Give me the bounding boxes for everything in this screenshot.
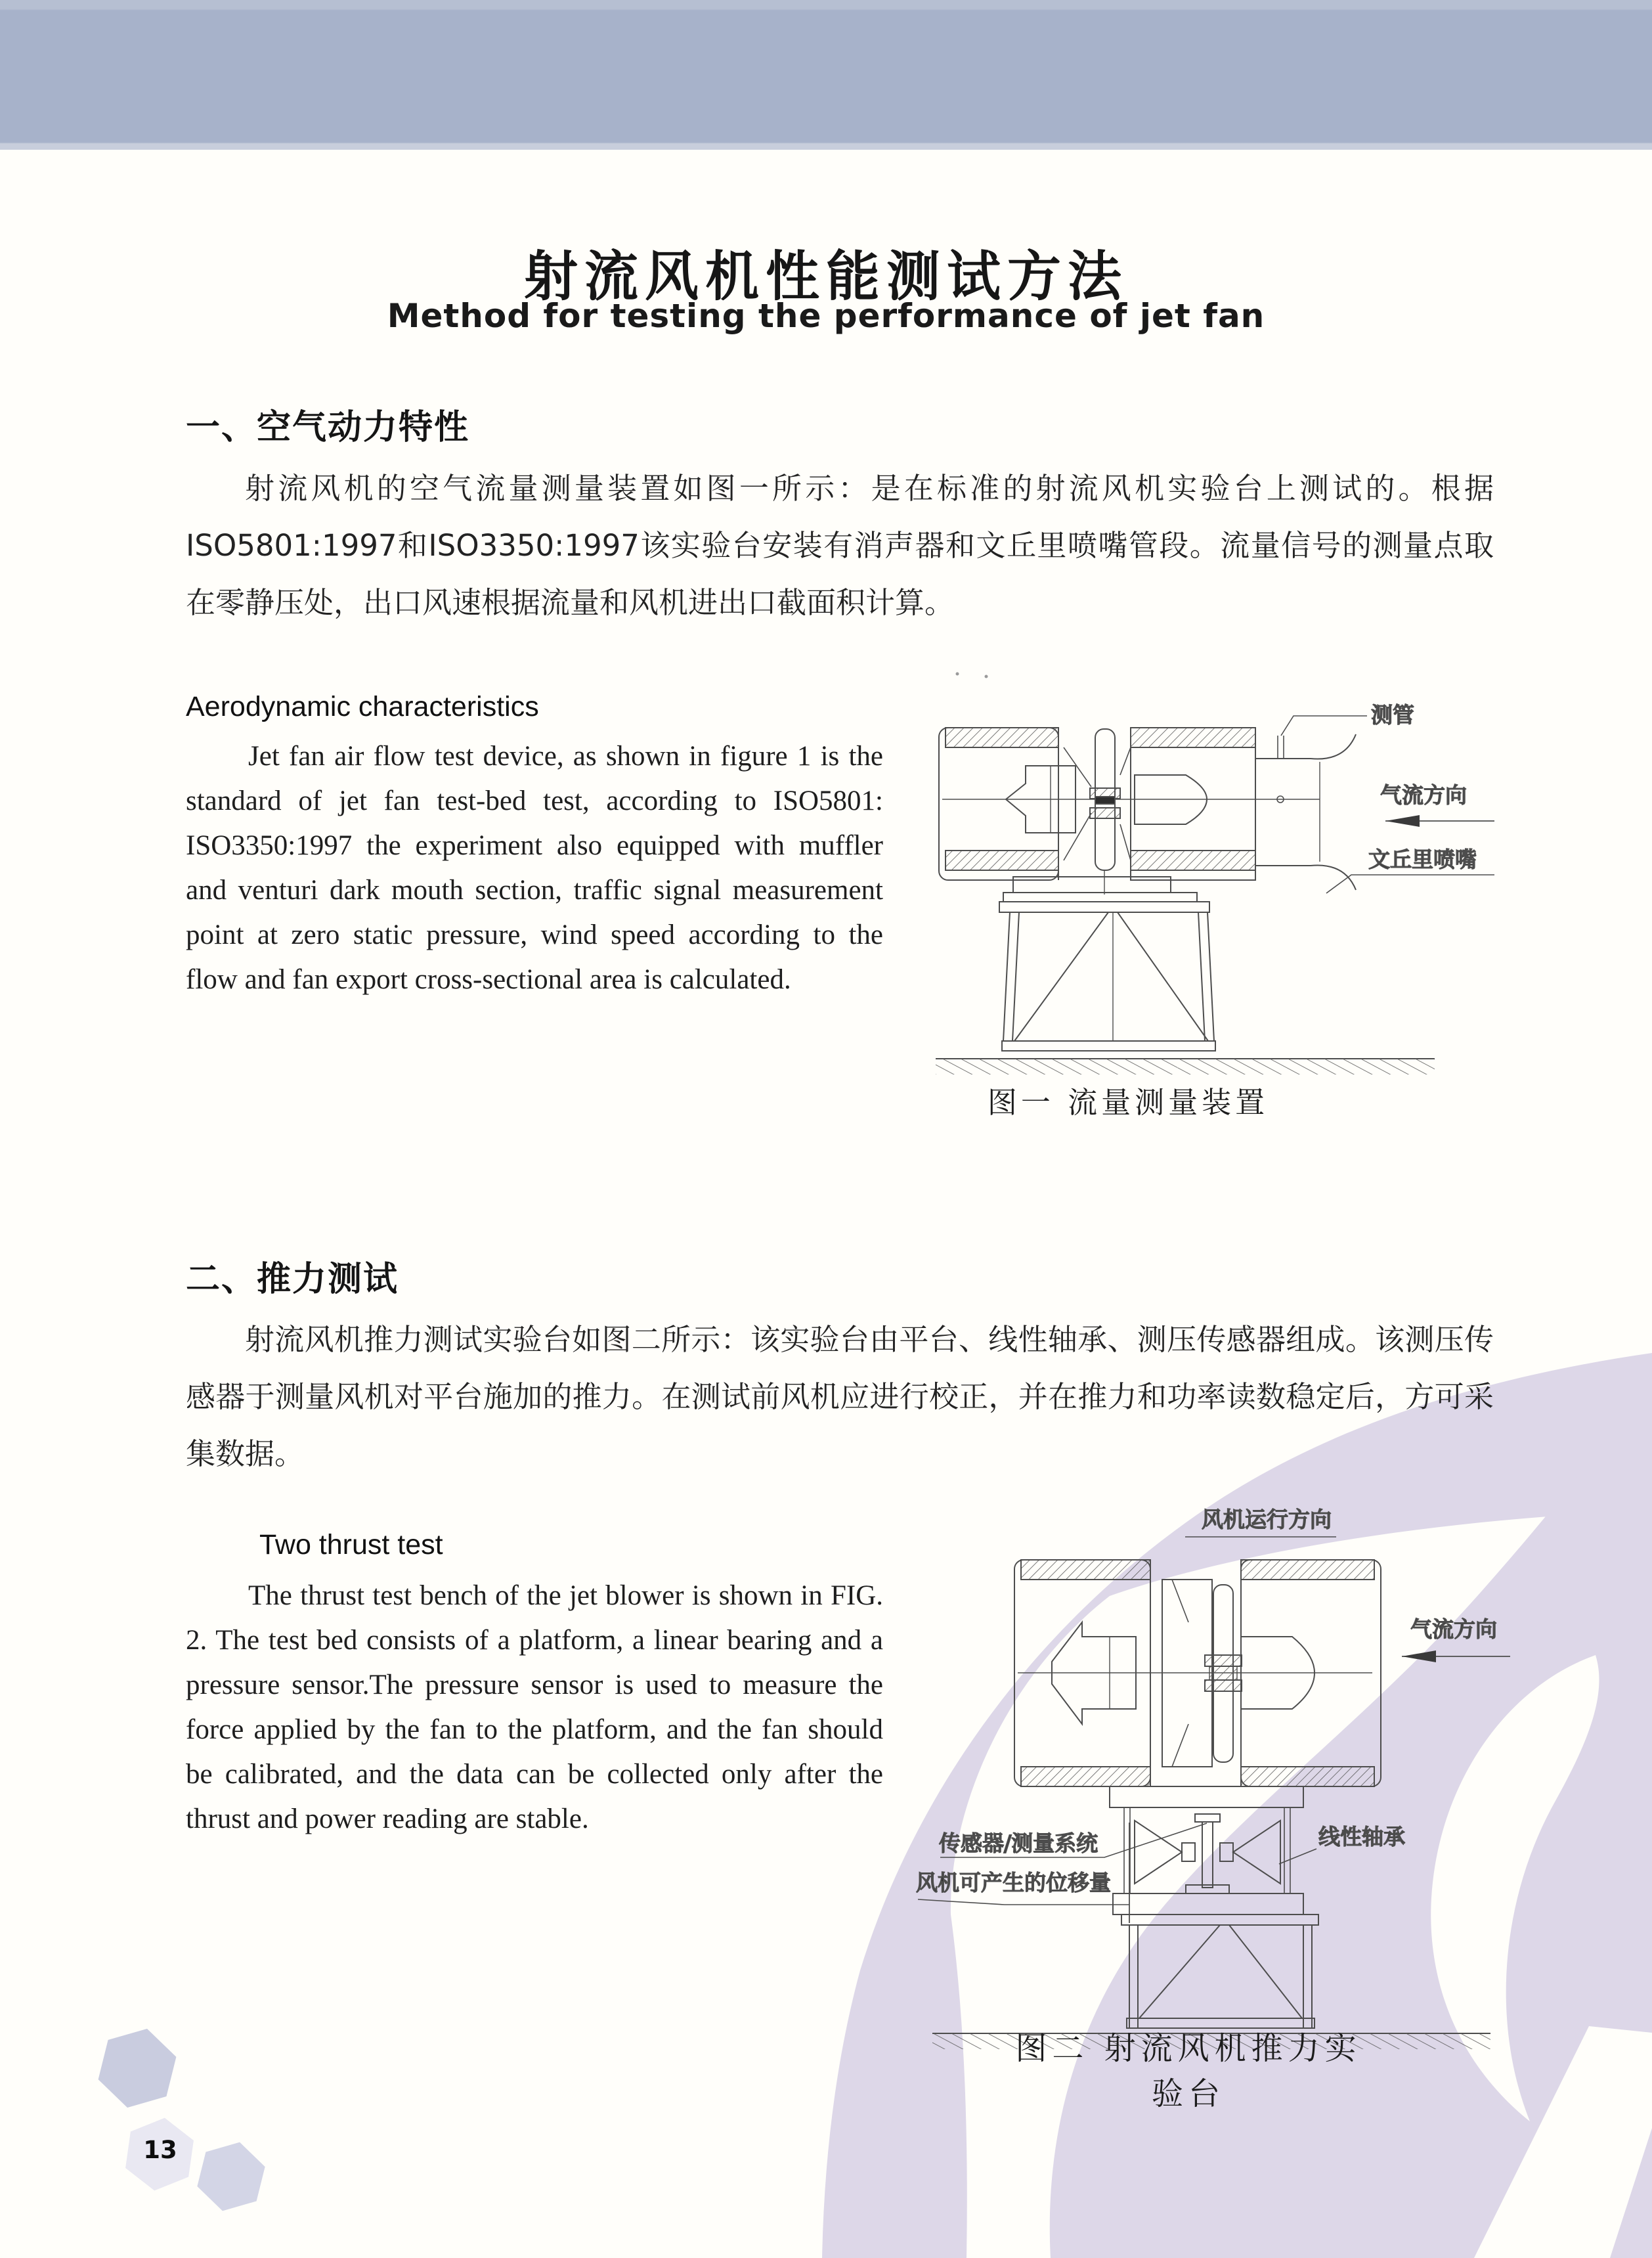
label-airflow-direction: 气流方向 [1410,1616,1497,1642]
figure-2-caption: 图二 射流风机推力实验台 [1015,2030,1362,2112]
hub-core [1209,1666,1237,1680]
label-measuring-tube: 测管 [1371,702,1414,728]
label-fan-run-direction: 风机运行方向 [1202,1507,1332,1532]
bearing-assembly [1124,1807,1290,1923]
venturi-section [1255,734,1356,890]
figure-1-caption: 图一 流量测量装置 [987,1085,1269,1120]
hexagon-mid [190,2132,272,2222]
header-band [0,0,1652,150]
support-stand [999,877,1215,1051]
label-sensor-system: 传感器/测量系统 [939,1830,1098,1856]
section-2-en-heading: Two thrust test [259,1529,443,1561]
silencer-right [1131,728,1255,880]
figure-1-flow-measurement-diagram [926,663,1517,1123]
label-venturi-nozzle: 文丘里喷嘴 [1368,847,1477,872]
ibeam-base [1186,1885,1229,1893]
ground-hatch [936,1059,1435,1074]
leader-fan-displacement [918,1899,1129,1905]
hexagon-decoration [91,2017,272,2221]
page-title-cn: 射流风机性能测试方法 [523,246,1128,308]
section-2-en-paragraph: The thrust test bench of the jet blower is shown in FIG. 2. The test bed consists of a platform, a linear bearing and a pressure sensor.The pressure sensor is used to measure the force applied by the fan to the platform, and the fan should be calibrated, and the data can be collected only after the thrust and power reading are stable. [186,1580,883,1834]
section-1-en-paragraph: Jet fan air flow test device, as shown in figure 1 is the standard of jet fan test-bed test, according to ISO5801: ISO3350:1997 the experiment also equipped with muffler and venturi dark mouth section, traffic signal measurement point at zero static pressure, wind speed according to the flow and fan export cross-sectional area is calculated. [186,741,883,995]
leader-venturi [1326,875,1494,893]
page-title-en: Method for testing the performance of jet fan [387,297,1265,335]
label-linear-bearing: 线性轴承 [1318,1824,1405,1849]
section-2-paragraph: 射流风机推力测试实验台如图二所示：该实验台由平台、线性轴承、测压传感器组成。该测压传感器于测量风机对平台施加的推力。在测试前风机应进行校正，并在推力和功率读数稳定后，方可采集数据。 [186,1322,1494,1471]
hub-core [1095,797,1115,804]
ibeam-web [1202,1822,1213,1888]
airflow-arrowhead [1402,1650,1436,1662]
hub-coupling-bottom [1205,1680,1242,1691]
label-fan-displacement: 风机可产生的位移量 [916,1870,1111,1895]
hexagon-dark [91,2017,185,2119]
scan-dot [985,675,988,678]
ibeam-top [1195,1814,1220,1822]
airflow-arrowhead [1385,815,1420,827]
section-1-heading: 一、空气动力特性 [186,408,470,447]
label-airflow-direction: 气流方向 [1380,782,1467,808]
platform-plate [1110,1786,1303,1807]
hub-coupling-bottom [1090,808,1120,818]
bearing-left [1135,1821,1182,1884]
bearing-right [1233,1821,1280,1884]
base-plate [1113,1893,1303,1915]
section-2-heading: 二、推力测试 [186,1260,399,1299]
leader-measuring-tube [1281,716,1367,736]
scan-dot [956,673,959,676]
page-number: 13 [143,2136,177,2164]
figure-2-thrust-bench-diagram [913,1491,1530,1997]
silencer-left [939,728,1058,880]
hub-coupling-top [1205,1655,1242,1666]
section-1-en-heading: Aerodynamic characteristics [186,691,539,722]
section-1-paragraph: 射流风机的空气流量测量装置如图一所示：是在标准的射流风机实验台上测试的。根据ISO5801:1997和ISO3350:1997该实验台安装有消声器和文丘里喷嘴管段。流量信号的测量点取在零静压处，出口风速根据流量和风机进出口截面积计算。 [186,471,1494,620]
